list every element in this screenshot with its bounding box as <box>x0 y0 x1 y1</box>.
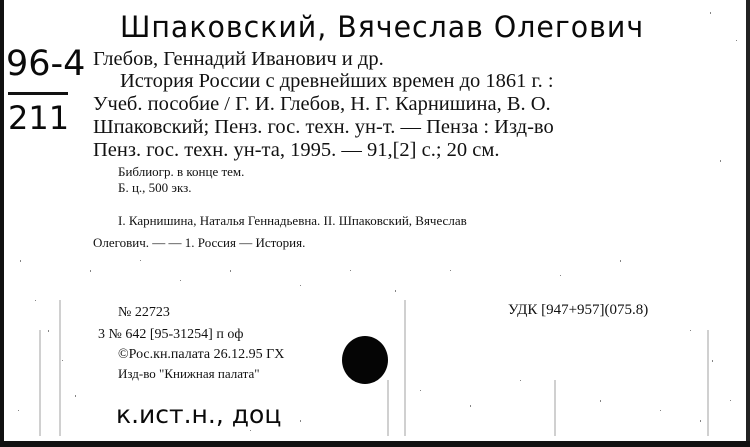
scan-border-right <box>746 0 750 447</box>
entry-title-line-1: История России с древнейших времен до 1861 г. : <box>120 70 554 92</box>
footer-copyright: ©Рос.кн.палата 26.12.95 ГХ <box>118 347 285 362</box>
handwritten-shelf-number: 211 <box>8 99 70 137</box>
scan-border-bottom <box>0 441 750 447</box>
entry-title-line-3: Шпаковский; Пенз. гос. техн. ун-т. — Пенза : Изд-во <box>93 116 554 138</box>
footer-number: № 22723 <box>118 305 170 320</box>
ink-blot <box>342 336 388 384</box>
entry-tracing-line-1: I. Карнишина, Наталья Геннадьевна. II. Шпаковский, Вячеслав <box>118 213 467 228</box>
scan-border-left <box>0 0 4 447</box>
entry-title-line-2: Учеб. пособие / Г. И. Глебов, Н. Г. Карнишина, В. О. <box>93 93 551 115</box>
footer-udk: УДК [947+957](075.8) <box>508 302 649 318</box>
footer-order: 3 № 642 [95-31254] п оф <box>98 327 244 342</box>
entry-price-run-note: Б. ц., 500 экз. <box>118 180 192 195</box>
handwritten-shelf-code: 96-4 <box>6 44 86 84</box>
entry-title-line-4: Пенз. гос. техн. ун-та, 1995. — 91,[2] с.; 20 см. <box>93 139 500 161</box>
footer-publisher: Изд-во "Книжная палата" <box>118 366 260 381</box>
handwritten-author-name: Шпаковский, Вячеслав Олегович <box>120 10 645 44</box>
entry-bibliography-note: Библиогр. в конце тем. <box>118 164 245 179</box>
entry-heading: Глебов, Геннадий Иванович и др. <box>93 48 384 70</box>
shelf-code-divider <box>8 92 68 95</box>
entry-tracing-line-2: Олегович. — — 1. Россия — История. <box>93 235 306 250</box>
handwritten-subject-note: к.ист.н., доц <box>116 400 282 429</box>
